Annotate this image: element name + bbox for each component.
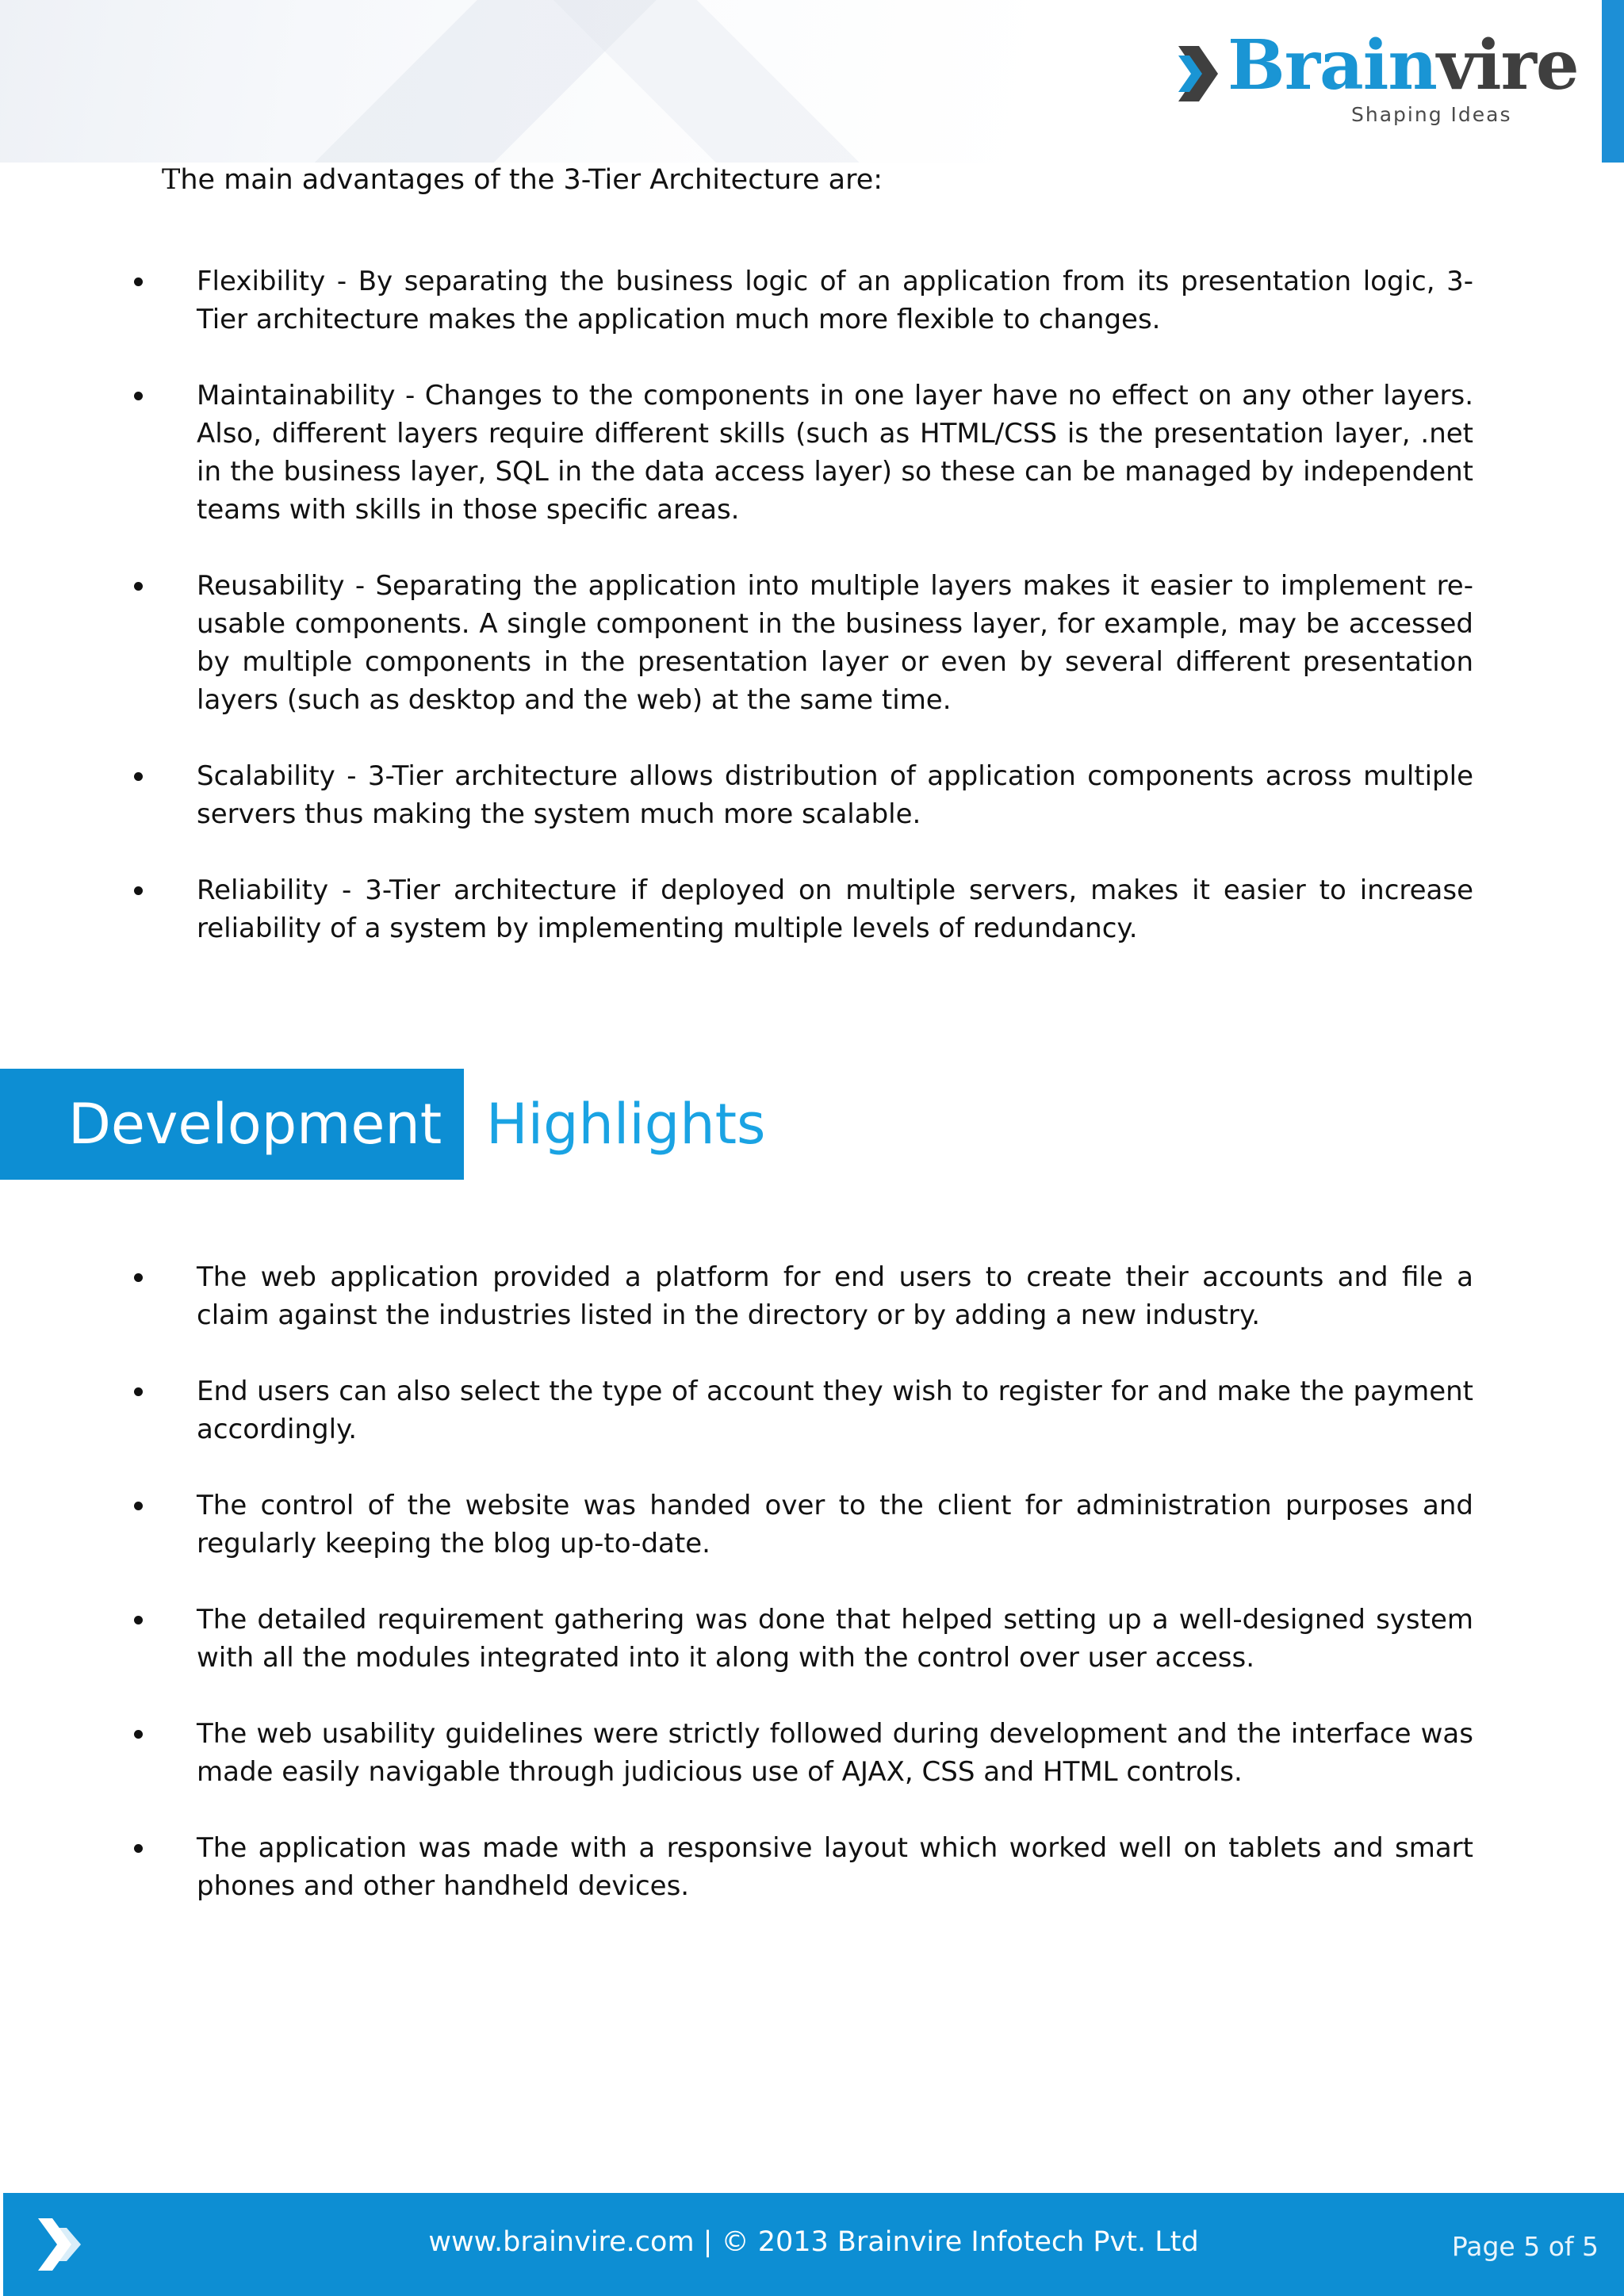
page-number: Page 5 of 5 [1451, 2231, 1599, 2262]
page-footer [3, 2193, 1624, 2296]
list-item: Scalability - 3-Tier architecture allows distribution of application components across multiple servers thus making the system much more scalable. [197, 757, 1473, 833]
bullet-icon [134, 1273, 143, 1282]
list-item: The control of the website was handed over to the client for administration purposes and regularly keeping the blog up-to-date. [197, 1487, 1473, 1563]
list-item: End users can also select the type of account they wish to register for and make the payment accordingly. [197, 1372, 1473, 1448]
section-heading-development: Development [68, 1092, 442, 1157]
list-item: The detailed requirement gathering was done that helped setting up a well-designed system with all the modules integrated into it along with the control over user access. [197, 1601, 1473, 1677]
list-item: The web usability guidelines were strictly followed during development and the interface was made easily navigable through judicious use of AJAX, CSS and HTML controls. [197, 1715, 1473, 1791]
bullet-icon [134, 886, 143, 895]
bullet-icon [134, 582, 143, 591]
section-heading-highlights: Highlights [486, 1092, 766, 1157]
list-item: The application was made with a responsive layout which worked well on tablets and smart phones and other handheld devices. [197, 1829, 1473, 1905]
bullet-icon [134, 1844, 143, 1853]
logo-tagline: Shaping Ideas [1351, 103, 1512, 126]
list-item: Reliability - 3-Tier architecture if deployed on multiple servers, makes it easier to increase reliability of a system by implementing multiple levels of redundancy. [197, 871, 1473, 947]
bullet-icon [134, 392, 143, 400]
header-background [0, 0, 1031, 163]
logo-wordmark: Brainvire [1228, 25, 1579, 105]
bullet-icon [134, 1387, 143, 1396]
footer-copyright: www.brainvire.com | © 2013 Brainvire Infotech Pvt. Ltd [428, 2226, 1199, 2258]
list-item: Maintainability - Changes to the components in one layer have no effect on any other layers. Also, different layers require different skills (such as HTML/CSS is the presentation layer, .net in the business layer, SQL in the data access layer) so these can be managed by independent teams with skills in those specific areas. [197, 377, 1473, 529]
intro-sentence: The main advantages of the 3-Tier Architecture are: [162, 164, 883, 196]
bullet-icon [134, 1616, 143, 1624]
bullet-icon [134, 772, 143, 781]
list-item: The web application provided a platform for end users to create their accounts and file a claim against the industries listed in the directory or by adding a new industry. [197, 1258, 1473, 1334]
brainvire-logo [1178, 25, 1579, 127]
list-item: Reusability - Separating the application into multiple layers makes it easier to implement re-usable components. A single component in the business layer, for example, may be accessed by multiple components in the presentation layer or even by several different presentation layers (such as desktop and the web) at the same time. [197, 567, 1473, 719]
bullet-icon [134, 1502, 143, 1510]
bullet-icon [134, 1730, 143, 1739]
header-accent-strip [1602, 0, 1624, 163]
list-item: Flexibility - By separating the business logic of an application from its presentation logic, 3-Tier architecture makes the application much more flexible to changes. [197, 262, 1473, 339]
bullet-icon [134, 277, 143, 286]
logo-chevron-icon [1178, 46, 1220, 101]
